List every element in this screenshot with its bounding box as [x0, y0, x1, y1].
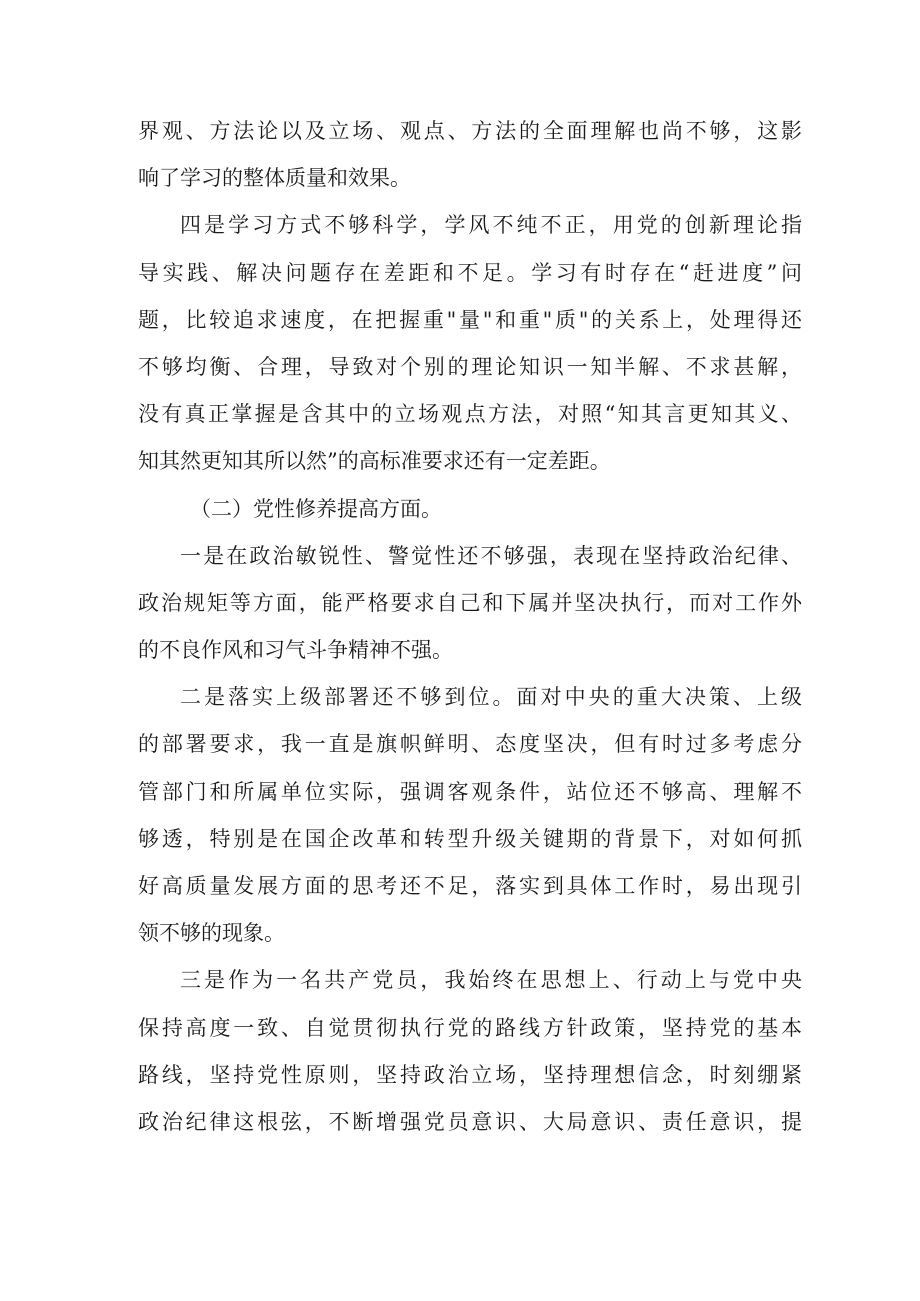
text-line: 题，比较追求速度，在把握重"量"和重"质"的关系上，处理得还: [138, 307, 802, 332]
text-line: 没有真正掌握是含其中的立场观点方法，对照“知其言更知其义、: [138, 402, 802, 427]
paragraph-start-line: 二是落实上级部署还不够到位。面对中央的重大决策、上级: [180, 685, 802, 710]
text-line: 的部署要求，我一直是旗帜鲜明、态度坚决，但有时过多考虑分: [138, 732, 802, 757]
text-line: 界观、方法论以及立场、观点、方法的全面理解也尚不够，这影: [138, 119, 802, 143]
text-line: 保持高度一致、自觉贯彻执行党的路线方针政策，坚持党的基本: [138, 1015, 802, 1040]
text-line: 导实践、解决问题存在差距和不足。学习有时存在“赶进度”问: [138, 260, 802, 285]
text-line: 的不良作风和习气斗争精神不强。: [138, 638, 453, 663]
text-line: 不够均衡、合理，导致对个别的理论知识一知半解、不求甚解，: [138, 354, 802, 379]
text-line: 政治纪律这根弦，不断增强党员意识、大局意识、责任意识，提: [138, 1109, 802, 1134]
text-line: 知其然更知其所以然”的高标准要求还有一定差距。: [138, 449, 611, 474]
text-line: 政治规矩等方面，能严格要求自己和下属并坚决执行，而对工作外: [138, 590, 802, 615]
text-line: 够透，特别是在国企改革和转型升级关键期的背景下，对如何抓: [138, 826, 802, 851]
paragraph-start-line: 一是在政治敏锐性、警觉性还不够强，表现在坚持政治纪律、: [180, 543, 802, 568]
section-heading: （二）党性修养提高方面。: [190, 496, 442, 521]
text-line: 路线，坚持党性原则，坚持政治立场，坚持理想信念，时刻绷紧: [138, 1062, 802, 1087]
document-body: [138, 108, 802, 1146]
paragraph-start-line: 三是作为一名共产党员，我始终在思想上、行动上与党中央: [180, 968, 802, 993]
text-line: 领不够的现象。: [138, 921, 285, 946]
paragraph-start-line: 四是学习方式不够科学，学风不纯不正，用党的创新理论指: [180, 213, 802, 238]
text-line: 好高质量发展方面的思考还不足，落实到具体工作时，易出现引: [138, 874, 802, 898]
text-line: 响了学习的整体质量和效果。: [138, 166, 411, 191]
text-line: 管部门和所属单位实际，强调客观条件，站位还不够高、理解不: [138, 779, 802, 804]
